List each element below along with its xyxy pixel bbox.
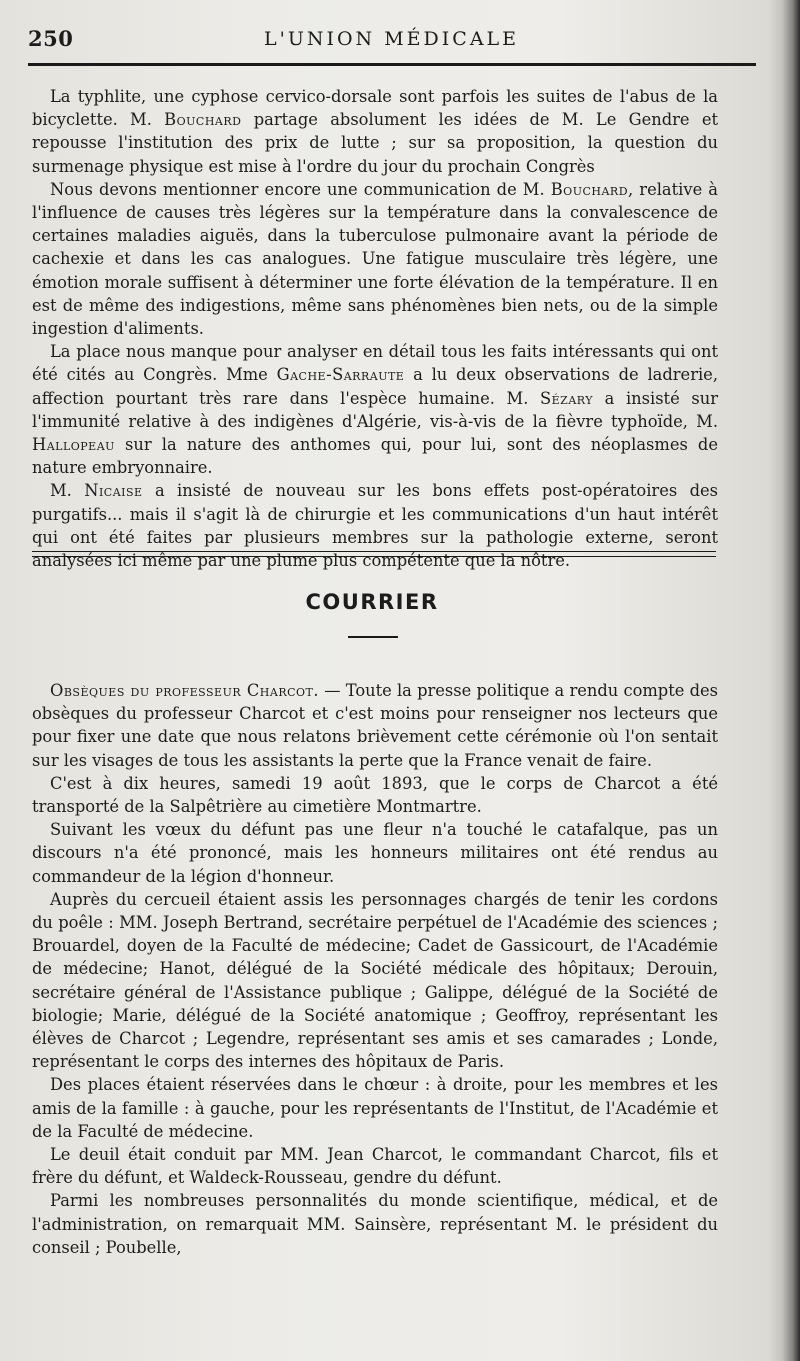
paragraph (32, 85, 718, 178)
paragraph (32, 479, 718, 572)
section-title: COURRIER (305, 590, 439, 614)
paragraph (32, 888, 718, 1074)
small-caps-name: Sézary (540, 388, 593, 408)
paragraph (32, 1143, 718, 1189)
page-gutter-shadow (782, 0, 800, 1361)
small-caps-name: Bouchard (164, 110, 242, 130)
text-run: a insisté sur l'immunité relative à des indigènes d'Algérie, vis-à-vis de la fièvre typhoïde, M. (32, 388, 718, 431)
section-body-congress (32, 85, 718, 572)
page-header (28, 26, 740, 58)
text-run: Le deuil était conduit par MM. Jean Charcot, le commandant Charcot, fils et frère du défunt, et Waldeck-Rousseau, gendre du défunt. (32, 1145, 718, 1188)
paragraph (32, 772, 718, 818)
section-divider (32, 551, 716, 557)
section-body-courrier (32, 679, 718, 1259)
text-run: Nous devons mentionner encore une communication de M. (50, 179, 551, 199)
text-run: Parmi les nombreuses personnalités du monde scientifique, médical, et de l'administration, on remarquait MM. Sainsère, représentant M. le président du conseil ; Poubelle, (32, 1191, 718, 1257)
paragraph (32, 340, 718, 479)
text-run: sur la nature des anthomes qui, pour lui, sont des néoplasmes de nature embryonnaire. (32, 435, 718, 478)
text-run: a lu deux observations de ladrerie, affection pourtant très rare dans l'espèce humaine. M. (32, 365, 718, 408)
paragraph (32, 178, 718, 340)
text-run: a insisté de nouveau sur les bons effets post-opératoires des purgatifs... mais il s'agit là de chirurgie et les communications d'un haut intérêt qui ont été faites par plusieurs membres sur la pathologie externe, seront analysées ici même par une plume plus compétente que la nôtre. (32, 481, 718, 571)
text-run: partage absolument les idées de M. Le Gendre et repousse l'institution des prix de lutte ; sur sa proposition, la question du surmenage physique est mise à l'ordre du jour du prochain Congrès (32, 110, 718, 176)
text-run: , relative à l'influence de causes très légères sur la température dans la convalescence de certaines maladies aiguës, dans la tuberculose pulmonaire avant la période de cachexie et dans les cas analogues. Une fatigue musculaire très légère, une émotion morale suffisent à déterminer une forte élévation de la température. Il en est de même des indigestions, même sans phénomènes bien nets, ou de la simple ingestion d'aliments. (32, 179, 718, 339)
text-run: Suivant les vœux du défunt pas une fleur n'a touché le catafalque, pas un discours n'a été prononcé, mais les honneurs militaires ont été rendus au commandeur de la légion d'honneur. (32, 820, 718, 886)
small-caps-name: Nicaise (84, 481, 143, 501)
header-rule (28, 63, 756, 66)
text-run: C'est à dix heures, samedi 19 août 1893, que le corps de Charcot a été transporté de la Salpêtrière au cimetière Montmartre. (32, 773, 718, 817)
page-number: 250 (28, 26, 74, 51)
running-title: L'UNION MÉDICALE (264, 28, 520, 50)
text-run: La typhlite, une cyphose cervico-dorsale sont parfois les suites de l'abus de la bicyclette. M. (32, 87, 718, 130)
text-run: M. (50, 481, 85, 501)
paragraph (32, 1073, 718, 1143)
text-run: Auprès du cercueil étaient assis les personnages chargés de tenir les cordons du poêle : MM. Joseph Bertrand, secrétaire perpétuel de l'Académie des sciences ; Brouardel, doyen de la Faculté de médecine; Cadet de Gassicourt, de l'Académie de médecine; Hanot, délégué de la Société médicale des hôpitaux; Derouin, secrétaire général de l'Assistance publique ; Galippe, délégué de la Société de biologie; Marie, délégué de la Société anatomique ; Geoffroy, représentant les élèves de Charcot ; Legendre, représentant ses amis et ses camarades ; Londe, représentant le corps des internes des hôpitaux de Paris. (32, 889, 718, 1072)
paragraph (32, 679, 718, 772)
text-run: La place nous manque pour analyser en détail tous les faits intéressants qui ont été cités au Congrès. Mme (32, 342, 718, 385)
small-caps-name: Hallopeau (32, 435, 115, 455)
text-run: — Toute la presse politique a rendu compte des obsèques du professeur Charcot et c'est moins pour renseigner nos lecteurs que pour fixer une date que nous relatons brièvement cette cérémonie où l'on sentait sur les visages de tous les assistants la perte que la France venait de faire. (32, 681, 719, 770)
small-caps-name: Gache-Sarraute (276, 365, 405, 385)
small-caps-name: Bouchard (550, 179, 629, 199)
paragraph (32, 818, 718, 888)
text-run: Des places étaient réservées dans le chœur : à droite, pour les membres et les amis de la famille : à gauche, pour les représentants de l'Institut, de l'Académie et de la Faculté de médecine. (32, 1075, 718, 1141)
title-underline (348, 636, 398, 638)
paragraph (32, 1189, 718, 1259)
small-caps-name: Obsèques du professeur Charcot. (50, 681, 320, 700)
